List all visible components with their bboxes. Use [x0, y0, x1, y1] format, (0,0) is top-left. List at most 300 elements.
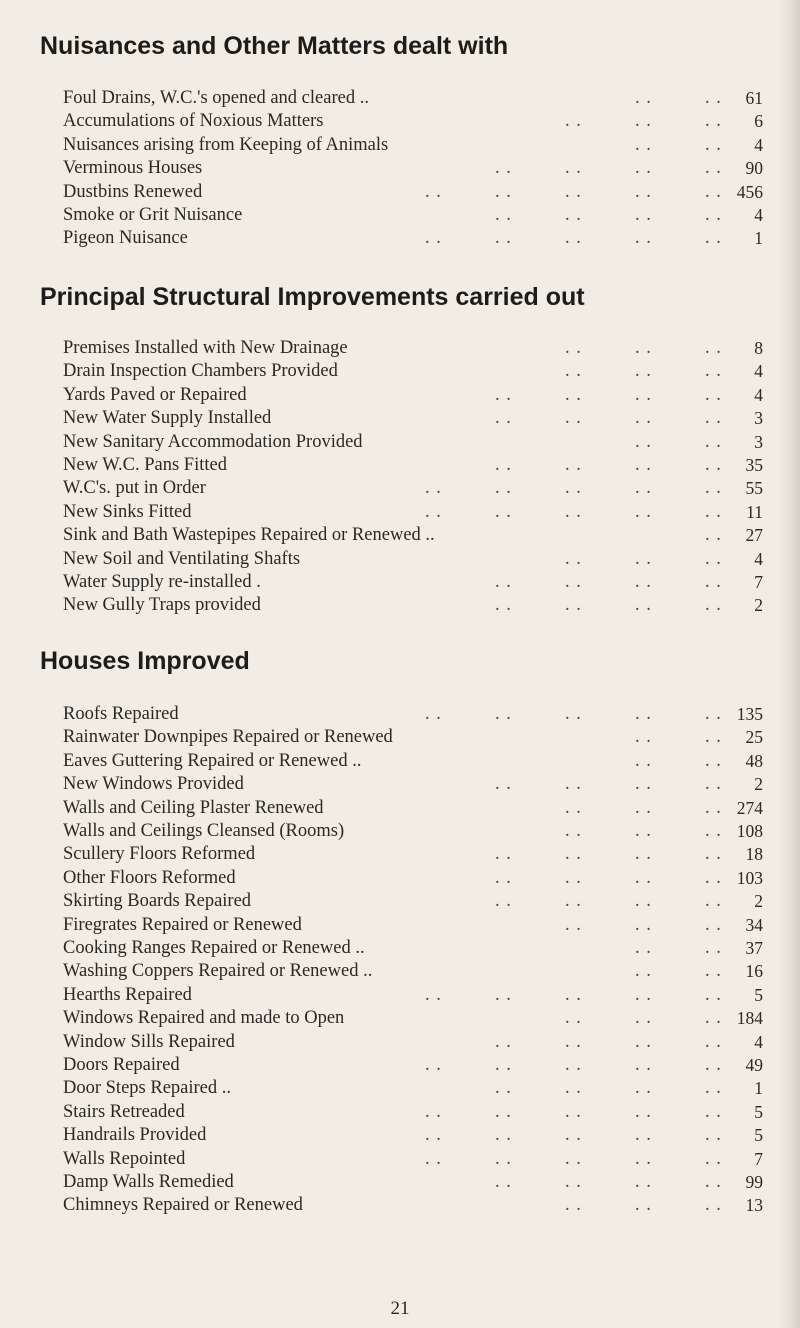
item-count: 4 — [754, 205, 763, 225]
item-label: Pigeon Nuisance — [63, 228, 188, 249]
list-item — [63, 1076, 763, 1100]
dot-leader: . . — [705, 525, 722, 546]
item-label: New Gully Traps provided — [63, 595, 261, 616]
item-label: Walls and Ceilings Cleansed (Rooms) — [63, 821, 345, 841]
dot-leaders — [63, 819, 763, 843]
item-count: 35 — [745, 455, 763, 475]
dot-leader: . . — [705, 338, 722, 358]
dot-leader: . . — [705, 961, 722, 982]
dot-leader: . . — [495, 984, 512, 1005]
dot-leader: . . — [705, 1055, 722, 1075]
item-count: 184 — [736, 1008, 763, 1029]
item-count: 5 — [754, 1125, 763, 1146]
dot-leaders — [63, 500, 763, 524]
dot-leaders — [63, 725, 763, 749]
dot-leader: . . — [705, 572, 722, 592]
dot-leader: . . — [565, 455, 582, 475]
dot-leaders — [63, 842, 763, 866]
dot-leader: . . — [495, 1055, 512, 1075]
item-label: Premises Installed with New Drainage — [63, 338, 348, 358]
dot-leader: . . — [495, 158, 512, 179]
dot-leader: . . — [565, 205, 582, 225]
dot-leader: . . — [565, 891, 582, 912]
list-item — [63, 1100, 763, 1124]
item-label: Roofs Repaired — [63, 704, 179, 724]
list-item — [63, 1147, 763, 1171]
dot-leader: . . — [565, 1078, 582, 1099]
list-item — [63, 523, 763, 547]
dot-leader: . . — [565, 1195, 582, 1216]
dot-leader: . . — [565, 384, 582, 405]
dot-leaders — [63, 702, 763, 726]
dot-leader: . . — [635, 727, 652, 748]
item-count: 5 — [754, 1101, 763, 1122]
dot-leaders — [63, 796, 763, 820]
dot-leader: . . — [635, 88, 652, 108]
dot-leader: . . — [705, 1078, 722, 1099]
dot-leader: . . — [565, 595, 582, 616]
dot-leader: . . — [565, 478, 582, 499]
dot-leader: . . — [635, 181, 652, 202]
list-item — [63, 476, 763, 500]
dot-leader: . . — [705, 595, 722, 616]
item-count: 8 — [754, 338, 763, 358]
list-item — [63, 500, 763, 524]
dot-leaders — [63, 383, 763, 407]
list-item — [63, 180, 763, 204]
list-item — [63, 819, 763, 843]
list-item — [63, 1170, 763, 1194]
list-item — [63, 772, 763, 796]
list-item — [63, 842, 763, 866]
dot-leaders — [63, 476, 763, 500]
item-label: New Windows Provided — [63, 774, 244, 795]
item-label: W.C's. put in Order — [63, 478, 206, 499]
item-count: 4 — [754, 134, 763, 155]
item-count: 4 — [754, 1031, 763, 1052]
dot-leader: . . — [635, 111, 652, 132]
list-item — [63, 796, 763, 820]
item-label: Firegrates Repaired or Renewed — [63, 914, 302, 935]
list-item — [63, 383, 763, 407]
section-heading-houses-improved: Houses Improved — [40, 647, 250, 675]
dot-leader: . . — [705, 205, 722, 225]
page-number: 21 — [390, 1298, 410, 1319]
item-count: 48 — [745, 750, 763, 771]
item-count: 2 — [754, 774, 763, 795]
section-heading-nuisances: Nuisances and Other Matters dealt with — [40, 32, 509, 60]
item-label: Eaves Guttering Repaired or Renewed .. — [63, 750, 362, 771]
item-label: New Sanitary Accommodation Provided — [63, 431, 363, 452]
list-item — [63, 1053, 763, 1077]
item-label: Skirting Boards Repaired — [63, 891, 252, 912]
item-label: Sink and Bath Wastepipes Repaired or Renewed .. — [63, 525, 435, 546]
dot-leader: . . — [705, 478, 722, 499]
dot-leaders — [63, 1030, 763, 1054]
item-label: Yards Paved or Repaired — [63, 384, 247, 405]
item-count: 456 — [736, 181, 763, 202]
dot-leader: . . — [705, 891, 722, 912]
dot-leaders — [63, 772, 763, 796]
item-count: 90 — [745, 158, 763, 179]
dot-leader: . . — [705, 867, 722, 888]
item-label: Accumulations of Noxious Matters — [63, 111, 324, 132]
dot-leader: . . — [565, 1008, 582, 1029]
list-item — [63, 547, 763, 571]
dot-leader: . . — [495, 867, 512, 888]
item-count: 11 — [746, 501, 763, 522]
dot-leader: . . — [635, 205, 652, 225]
list-item — [63, 203, 763, 227]
dot-leaders — [63, 570, 763, 594]
dot-leader: . . — [705, 158, 722, 179]
dot-leader: . . — [635, 134, 652, 155]
item-label: Walls Repointed — [63, 1148, 186, 1169]
dot-leaders — [63, 1147, 763, 1171]
dot-leader: . . — [565, 228, 582, 249]
dot-leader: . . — [705, 938, 722, 958]
item-count: 25 — [745, 727, 763, 748]
dot-leader: . . — [635, 774, 652, 795]
item-label: Handrails Provided — [63, 1125, 207, 1146]
list-item — [63, 866, 763, 890]
item-label: New Soil and Ventilating Shafts — [63, 548, 301, 569]
dot-leader: . . — [565, 408, 582, 429]
dot-leader: . . — [705, 1008, 722, 1029]
item-count: 61 — [745, 88, 763, 108]
dot-leaders — [63, 959, 763, 983]
dot-leader: . . — [565, 1101, 582, 1122]
item-label: Damp Walls Remedied — [63, 1172, 234, 1192]
dot-leader: . . — [495, 501, 512, 522]
dot-leader: . . — [705, 914, 722, 935]
dot-leader: . . — [635, 595, 652, 616]
item-count: 27 — [745, 525, 763, 546]
list-item — [63, 702, 763, 726]
list-item — [63, 133, 763, 157]
list-item — [63, 749, 763, 773]
dot-leader: . . — [635, 1078, 652, 1099]
dot-leaders — [63, 406, 763, 430]
list-item — [63, 156, 763, 180]
item-label: Walls and Ceiling Plaster Renewed — [63, 797, 324, 818]
dot-leaders — [63, 453, 763, 477]
list-item — [63, 86, 763, 110]
item-count: 13 — [745, 1195, 763, 1216]
dot-leaders — [63, 983, 763, 1007]
dot-leader: . . — [495, 572, 512, 592]
item-count: 99 — [745, 1172, 763, 1192]
item-label: Verminous Houses — [63, 158, 203, 179]
dot-leader: . . — [705, 1125, 722, 1146]
list-item — [63, 406, 763, 430]
item-label: Dustbins Renewed — [63, 181, 203, 202]
dot-leader: . . — [565, 844, 582, 865]
dot-leader: . . — [425, 984, 442, 1005]
dot-leader: . . — [565, 572, 582, 592]
dot-leader: . . — [705, 1148, 722, 1169]
item-count: 3 — [754, 408, 763, 429]
dot-leader: . . — [565, 774, 582, 795]
dot-leader: . . — [705, 797, 722, 818]
dot-leaders — [63, 889, 763, 913]
dot-leader: . . — [635, 961, 652, 982]
dot-leader: . . — [565, 181, 582, 202]
dot-leader: . . — [705, 134, 722, 155]
item-count: 34 — [745, 914, 763, 935]
dot-leader: . . — [495, 774, 512, 795]
dot-leader: . . — [705, 844, 722, 865]
list-item — [63, 336, 763, 360]
dot-leader: . . — [635, 844, 652, 865]
list-item — [63, 913, 763, 937]
dot-leaders — [63, 226, 763, 250]
dot-leader: . . — [705, 431, 722, 452]
dot-leader: . . — [425, 478, 442, 499]
item-count: 5 — [754, 984, 763, 1005]
dot-leader: . . — [565, 1055, 582, 1075]
dot-leader: . . — [495, 384, 512, 405]
list-item — [63, 936, 763, 960]
dot-leaders — [63, 203, 763, 227]
dot-leader: . . — [635, 572, 652, 592]
dot-leaders — [63, 1006, 763, 1030]
dot-leader: . . — [425, 228, 442, 249]
dot-leader: . . — [565, 111, 582, 132]
dot-leader: . . — [495, 1125, 512, 1146]
dot-leaders — [63, 913, 763, 937]
dot-leader: . . — [635, 1055, 652, 1075]
dot-leader: . . — [495, 844, 512, 865]
list-item — [63, 983, 763, 1007]
item-count: 7 — [754, 572, 763, 592]
item-label: Chimneys Repaired or Renewed — [63, 1195, 303, 1216]
dot-leader: . . — [635, 1101, 652, 1122]
item-count: 108 — [736, 821, 763, 841]
dot-leader: . . — [705, 501, 722, 522]
dot-leader: . . — [425, 1055, 442, 1075]
item-count: 1 — [754, 228, 763, 249]
item-label: New W.C. Pans Fitted — [63, 455, 227, 475]
list-item — [63, 430, 763, 454]
dot-leader: . . — [635, 821, 652, 841]
dot-leader: . . — [705, 774, 722, 795]
dot-leader: . . — [705, 1195, 722, 1216]
dot-leader: . . — [635, 1031, 652, 1052]
dot-leader: . . — [495, 478, 512, 499]
dot-leader: . . — [495, 181, 512, 202]
item-count: 135 — [736, 704, 763, 724]
dot-leader: . . — [635, 361, 652, 382]
dot-leaders — [63, 1053, 763, 1077]
item-label: Rainwater Downpipes Repaired or Renewed — [63, 727, 393, 748]
dot-leader: . . — [565, 1148, 582, 1169]
item-label: Windows Repaired and made to Open — [63, 1008, 345, 1029]
item-count: 7 — [754, 1148, 763, 1169]
dot-leader: . . — [425, 704, 442, 724]
list-item — [63, 725, 763, 749]
item-count: 16 — [745, 961, 763, 982]
dot-leader: . . — [495, 1101, 512, 1122]
dot-leaders — [63, 1100, 763, 1124]
dot-leader: . . — [635, 938, 652, 958]
dot-leaders — [63, 430, 763, 454]
section-heading-structural-improvements: Principal Structural Improvements carried out — [40, 283, 585, 311]
dot-leader: . . — [705, 1172, 722, 1192]
dot-leader: . . — [705, 727, 722, 748]
list-item — [63, 593, 763, 617]
item-label: Foul Drains, W.C.'s opened and cleared .. — [63, 88, 369, 108]
dot-leader: . . — [495, 1031, 512, 1052]
dot-leader: . . — [495, 595, 512, 616]
item-count: 2 — [754, 595, 763, 616]
item-label: Smoke or Grit Nuisance — [63, 205, 243, 225]
dot-leader: . . — [495, 1078, 512, 1099]
item-label: Scullery Floors Reformed — [63, 844, 256, 865]
item-label: Drain Inspection Chambers Provided — [63, 361, 338, 382]
dot-leader: . . — [705, 408, 722, 429]
dot-leader: . . — [705, 821, 722, 841]
dot-leader: . . — [565, 361, 582, 382]
item-label: Stairs Retreaded — [63, 1101, 185, 1122]
item-label: Cooking Ranges Repaired or Renewed .. — [63, 938, 365, 958]
dot-leaders — [63, 936, 763, 960]
dot-leader: . . — [635, 1148, 652, 1169]
item-label: Door Steps Repaired .. — [63, 1078, 232, 1099]
list-item — [63, 1030, 763, 1054]
list-item — [63, 570, 763, 594]
item-label: Washing Coppers Repaired or Renewed .. — [63, 961, 373, 982]
dot-leader: . . — [565, 1125, 582, 1146]
dot-leader: . . — [495, 704, 512, 724]
item-count: 1 — [754, 1078, 763, 1099]
dot-leader: . . — [425, 1101, 442, 1122]
dot-leader: . . — [495, 455, 512, 475]
dot-leader: . . — [705, 704, 722, 724]
dot-leaders — [63, 1193, 763, 1217]
dot-leader: . . — [565, 548, 582, 569]
dot-leaders — [63, 1170, 763, 1194]
dot-leader: . . — [495, 228, 512, 249]
dot-leader: . . — [635, 704, 652, 724]
dot-leaders — [63, 156, 763, 180]
dot-leader: . . — [635, 1125, 652, 1146]
dot-leader: . . — [705, 1031, 722, 1052]
dot-leader: . . — [565, 984, 582, 1005]
item-label: Doors Repaired — [63, 1055, 180, 1075]
dot-leader: . . — [495, 1148, 512, 1169]
dot-leader: . . — [705, 88, 722, 108]
item-count: 55 — [745, 478, 763, 499]
item-label: Other Floors Reformed — [63, 867, 236, 888]
dot-leader: . . — [565, 158, 582, 179]
dot-leader: . . — [635, 1195, 652, 1216]
list-item — [63, 226, 763, 250]
item-count: 4 — [754, 548, 763, 569]
dot-leader: . . — [635, 158, 652, 179]
list-item — [63, 1123, 763, 1147]
list-item — [63, 109, 763, 133]
item-label: Water Supply re-installed . — [63, 572, 261, 592]
list-item — [63, 359, 763, 383]
dot-leader: . . — [565, 501, 582, 522]
item-label: Nuisances arising from Keeping of Animals — [63, 134, 389, 155]
dot-leaders — [63, 1076, 763, 1100]
dot-leader: . . — [705, 984, 722, 1005]
page-edge-shadow — [778, 0, 800, 1328]
dot-leader: . . — [495, 408, 512, 429]
dot-leader: . . — [635, 228, 652, 249]
item-count: 4 — [754, 361, 763, 382]
dot-leader: . . — [635, 455, 652, 475]
dot-leader: . . — [635, 501, 652, 522]
list-item — [63, 1006, 763, 1030]
dot-leader: . . — [705, 384, 722, 405]
dot-leaders — [63, 180, 763, 204]
dot-leaders — [63, 86, 763, 110]
dot-leader: . . — [635, 1172, 652, 1192]
dot-leaders — [63, 523, 763, 547]
item-count: 3 — [754, 431, 763, 452]
dot-leader: . . — [635, 867, 652, 888]
dot-leader: . . — [565, 704, 582, 724]
item-count: 4 — [754, 384, 763, 405]
dot-leader: . . — [705, 228, 722, 249]
item-label: Hearths Repaired — [63, 984, 192, 1005]
item-count: 274 — [736, 797, 763, 818]
item-count: 49 — [745, 1055, 763, 1075]
dot-leader: . . — [705, 111, 722, 132]
dot-leader: . . — [705, 181, 722, 202]
dot-leader: . . — [565, 1031, 582, 1052]
dot-leader: . . — [705, 548, 722, 569]
dot-leaders — [63, 1123, 763, 1147]
dot-leader: . . — [635, 548, 652, 569]
item-count: 103 — [736, 867, 763, 888]
list-item — [63, 1193, 763, 1217]
dot-leaders — [63, 547, 763, 571]
dot-leader: . . — [565, 1172, 582, 1192]
dot-leader: . . — [635, 478, 652, 499]
dot-leader: . . — [635, 984, 652, 1005]
dot-leader: . . — [705, 750, 722, 771]
dot-leader: . . — [565, 867, 582, 888]
dot-leader: . . — [495, 891, 512, 912]
dot-leaders — [63, 749, 763, 773]
dot-leaders — [63, 593, 763, 617]
list-item — [63, 889, 763, 913]
list-item — [63, 453, 763, 477]
dot-leader: . . — [425, 181, 442, 202]
dot-leader: . . — [495, 1172, 512, 1192]
dot-leaders — [63, 866, 763, 890]
dot-leader: . . — [565, 338, 582, 358]
dot-leaders — [63, 336, 763, 360]
dot-leader: . . — [635, 797, 652, 818]
dot-leaders — [63, 133, 763, 157]
dot-leader: . . — [425, 1148, 442, 1169]
list-item — [63, 959, 763, 983]
dot-leader: . . — [705, 1101, 722, 1122]
dot-leader: . . — [635, 408, 652, 429]
item-count: 18 — [745, 844, 763, 865]
dot-leader: . . — [565, 821, 582, 841]
dot-leader: . . — [635, 914, 652, 935]
item-label: New Sinks Fitted — [63, 501, 192, 522]
dot-leader: . . — [565, 914, 582, 935]
dot-leader: . . — [635, 1008, 652, 1029]
dot-leader: . . — [705, 361, 722, 382]
